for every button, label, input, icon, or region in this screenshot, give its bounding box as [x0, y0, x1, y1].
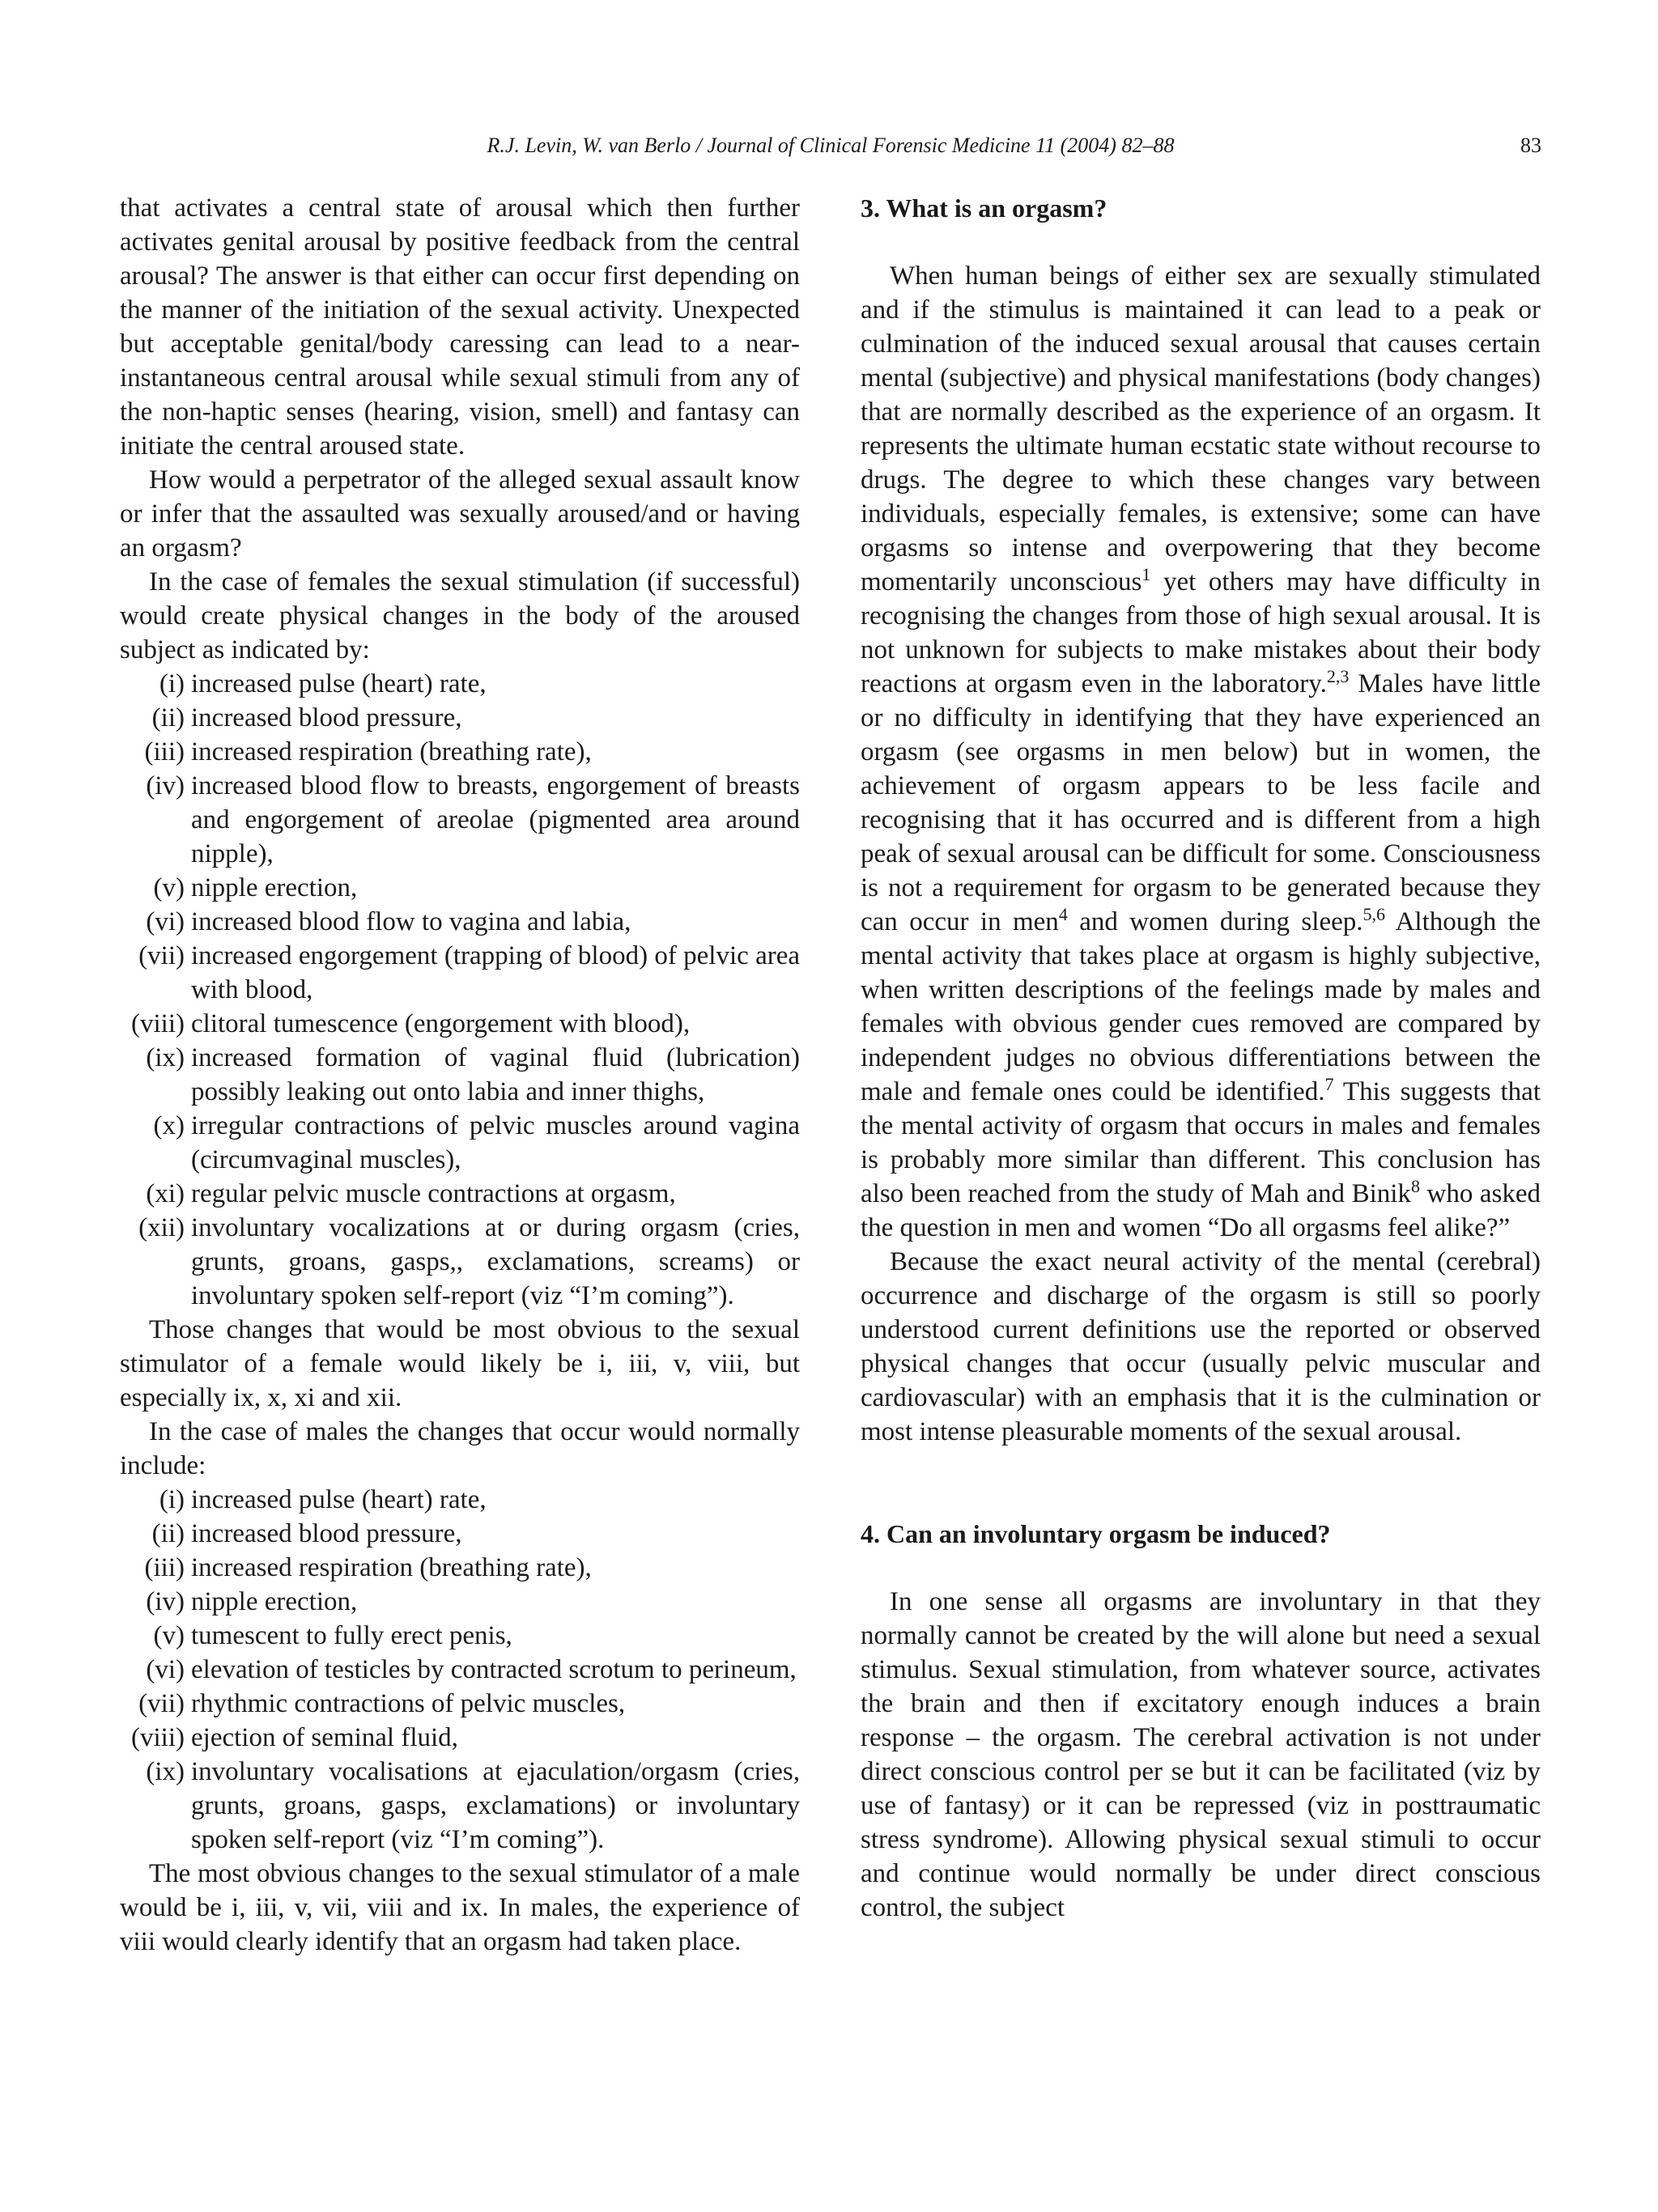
female-list-item	[120, 769, 800, 871]
list-item-text: involuntary vocalizations at or during orgasm (cries, grunts, groans, gasps,, exclamations, screams) or involuntary spoken self-report (viz “I’m coming”).	[191, 1213, 800, 1310]
list-item-text: increased formation of vaginal fluid (lubrication) possibly leaking out onto labia and inner thighs,	[191, 1043, 800, 1106]
female-list-item	[120, 735, 800, 769]
list-item-number: (x)	[153, 1111, 185, 1140]
list-item-text: increased blood pressure,	[191, 703, 462, 732]
list-item-text: increased pulse (heart) rate,	[191, 669, 487, 698]
female-list-item	[120, 1177, 800, 1211]
list-item-number: (viii)	[131, 1009, 185, 1038]
list-item-text: clitoral tumescence (engorgement with blood),	[191, 1009, 691, 1038]
list-item-text: rhythmic contractions of pelvic muscles,	[191, 1689, 626, 1718]
list-item-text: increased respiration (breathing rate),	[191, 737, 592, 766]
section-3-heading: 3. What is an orgasm?	[861, 193, 1107, 223]
list-item-number: (vii)	[138, 941, 185, 970]
list-item-number: (xi)	[146, 1179, 185, 1208]
paragraph-male-intro: In the case of males the changes that occur would normally include:	[120, 1417, 800, 1480]
list-item-text: elevation of testicles by contracted scrotum to perineum,	[191, 1655, 797, 1684]
female-list-item	[120, 905, 800, 939]
section-4-heading: 4. Can an involuntary orgasm be induced?	[861, 1519, 1331, 1548]
female-list-item	[120, 667, 800, 701]
male-changes-list	[120, 1483, 800, 1857]
reference-5-6: 5,6	[1363, 904, 1385, 924]
paragraph-what-is-orgasm	[861, 259, 1541, 1245]
text-run: who asked the question in men and women “Do all orgasms feel alike?”	[861, 1179, 1541, 1242]
list-item-number: (vi)	[146, 907, 185, 936]
paragraph-arousal-feedback: that activates a central state of arousal which then further activates genital arousal by positive feedback from the central arousal? The answer is that either can occur first depending on the manner of the initiation of the sexual activity. Unexpected but acceptable genital/body caressing can lead to a near-instantaneous central arousal while sexual stimuli from any of the non-haptic senses (hearing, vision, smell) and fantasy can initiate the central aroused state.	[120, 193, 800, 461]
list-item-number: (ix)	[146, 1043, 185, 1072]
text-run: This suggests that the mental activity of orgasm that occurs in males and females is probably more similar than different. This conclusion has also been reached from the study of Mah and Binik	[861, 1077, 1541, 1208]
female-list-item	[120, 1109, 800, 1177]
reference-2-3: 2,3	[1326, 666, 1350, 686]
male-list-item	[120, 1551, 800, 1585]
list-item-text: regular pelvic muscle contractions at orgasm,	[191, 1179, 676, 1208]
list-item-text: ejection of seminal fluid,	[191, 1723, 458, 1752]
male-list-item	[120, 1653, 800, 1687]
list-item-number: (vi)	[146, 1655, 185, 1684]
list-item-number: (ii)	[151, 703, 185, 732]
section-spacer	[861, 1551, 1541, 1585]
text-run: and women during sleep.	[1067, 907, 1363, 936]
left-column	[120, 191, 800, 1959]
male-list-item	[120, 1721, 800, 1755]
list-item-text: increased blood flow to vagina and labia,	[191, 907, 631, 936]
list-item-text: tumescent to fully erect penis,	[191, 1621, 512, 1650]
list-item-number: (xii)	[138, 1213, 185, 1242]
paragraph-female-obvious: Those changes that would be most obvious to the sexual stimulator of a female would likely be i, iii, v, viii, but especially ix, x, xi and xii.	[120, 1315, 800, 1412]
female-list-item	[120, 1007, 800, 1041]
list-item-number: (ii)	[151, 1519, 185, 1548]
female-list-item	[120, 1211, 800, 1313]
list-item-number: (v)	[153, 1621, 185, 1650]
list-item-number: (v)	[153, 873, 185, 902]
text-run: Males have little or no difficulty in identifying that they have experienced an orgasm (see orgasms in men below) but in women, the achievement of orgasm appears to be less facile and recognising that it has occurred and is different from a high peak of sexual arousal can be difficult for some. Consciousness is not a requirement for orgasm to be generated because they can occur in men	[861, 669, 1541, 936]
list-item-text: involuntary vocalisations at ejaculation/orgasm (cries, grunts, groans, gasps, exclamations) or involuntary spoken self-report (viz “I’m coming”).	[191, 1757, 800, 1854]
female-list-item	[120, 1041, 800, 1109]
paragraph-neural-activity: Because the exact neural activity of the mental (cerebral) occurrence and discharge of the orgasm is still so poorly understood current definitions use the reported or observed physical changes that occur (usually pelvic muscular and cardiovascular) with an emphasis that it is the culmination or most intense pleasurable moments of the sexual arousal.	[861, 1247, 1541, 1446]
list-item-text: nipple erection,	[191, 873, 358, 902]
male-list-item	[120, 1755, 800, 1857]
list-item-number: (i)	[159, 669, 185, 698]
reference-7: 7	[1324, 1074, 1334, 1094]
list-item-text: increased blood pressure,	[191, 1519, 462, 1548]
female-list-item	[120, 871, 800, 905]
paragraph-perpetrator-question: How would a perpetrator of the alleged sexual assault know or infer that the assaulted was sexually aroused/and or having an orgasm?	[120, 465, 800, 563]
list-item-number: (iii)	[144, 1553, 185, 1582]
list-item-number: (iii)	[144, 737, 185, 766]
female-list-item	[120, 939, 800, 1007]
reference-4: 4	[1058, 904, 1068, 924]
list-item-number: (i)	[159, 1485, 185, 1514]
female-changes-list	[120, 667, 800, 1313]
section-spacer	[861, 225, 1541, 259]
text-run: yet others may have difficulty in recognising the changes from those of high sexual arousal. It is not unknown for subjects to make mistakes about their body reactions at orgasm even in the laboratory.	[861, 567, 1541, 698]
list-item-number: (iv)	[146, 771, 185, 800]
male-list-item	[120, 1619, 800, 1653]
list-item-text: increased blood flow to breasts, engorgement of breasts and engorgement of areolae (pigmented area around nipple),	[191, 771, 800, 868]
running-head	[120, 129, 1541, 162]
list-item-text: irregular contractions of pelvic muscles around vagina (circumvaginal muscles),	[191, 1111, 800, 1174]
male-list-item	[120, 1687, 800, 1721]
text-run: When human beings of either sex are sexually stimulated and if the stimulus is maintained it can lead to a peak or culmination of the induced sexual arousal that causes certain mental (subjective) and physical manifestations (body changes) that are normally described as the experience of an orgasm. It represents the ultimate human ecstatic state without recourse to drugs. The degree to which these changes vary between individuals, especially females, is extensive; some can have orgasms so intense and overpowering that they become momentarily unconscious	[861, 261, 1541, 597]
paragraph-involuntary-orgasm: In one sense all orgasms are involuntary in that they normally cannot be created by the will alone but need a sexual stimulus. Sexual stimulation, from whatever source, activates the brain and then if excitatory enough induces a brain response – the orgasm. The cerebral activation is not under direct conscious control per se but it can be facilitated (viz by use of fantasy) or it can be repressed (viz in posttraumatic stress syndrome). Allowing physical sexual stimuli to occur and continue would normally be under direct conscious control, the subject	[861, 1587, 1541, 1922]
paragraph-female-intro: In the case of females the sexual stimulation (if successful) would create physical changes in the body of the aroused subject as indicated by:	[120, 567, 800, 664]
list-item-number: (iv)	[146, 1587, 185, 1616]
page-number: 83	[1520, 134, 1541, 157]
section-spacer	[861, 1449, 1541, 1517]
list-item-number: (viii)	[131, 1723, 185, 1752]
male-list-item	[120, 1483, 800, 1517]
list-item-text: increased engorgement (trapping of blood) of pelvic area with blood,	[191, 941, 800, 1004]
reference-1: 1	[1141, 564, 1151, 584]
list-item-text: nipple erection,	[191, 1587, 358, 1616]
list-item-number: (vii)	[138, 1689, 185, 1718]
list-item-text: increased respiration (breathing rate),	[191, 1553, 592, 1582]
reference-8: 8	[1410, 1176, 1420, 1196]
text-run: Although the mental activity that takes place at orgasm is highly subjective, when written descriptions of the feelings made by males and females with obvious gender cues removed are compared by independent judges no obvious differentiations between the male and female ones could be identified.	[861, 907, 1541, 1106]
list-item-number: (ix)	[146, 1757, 185, 1786]
male-list-item	[120, 1517, 800, 1551]
right-column	[861, 191, 1541, 1925]
male-list-item	[120, 1585, 800, 1619]
female-list-item	[120, 701, 800, 735]
paragraph-male-obvious: The most obvious changes to the sexual stimulator of a male would be i, iii, v, vii, viii and ix. In males, the experience of viii would clearly identify that an orgasm had taken place.	[120, 1859, 800, 1956]
running-head-citation: R.J. Levin, W. van Berlo / Journal of Clinical Forensic Medicine 11 (2004) 82–88	[487, 134, 1175, 157]
list-item-text: increased pulse (heart) rate,	[191, 1485, 487, 1514]
